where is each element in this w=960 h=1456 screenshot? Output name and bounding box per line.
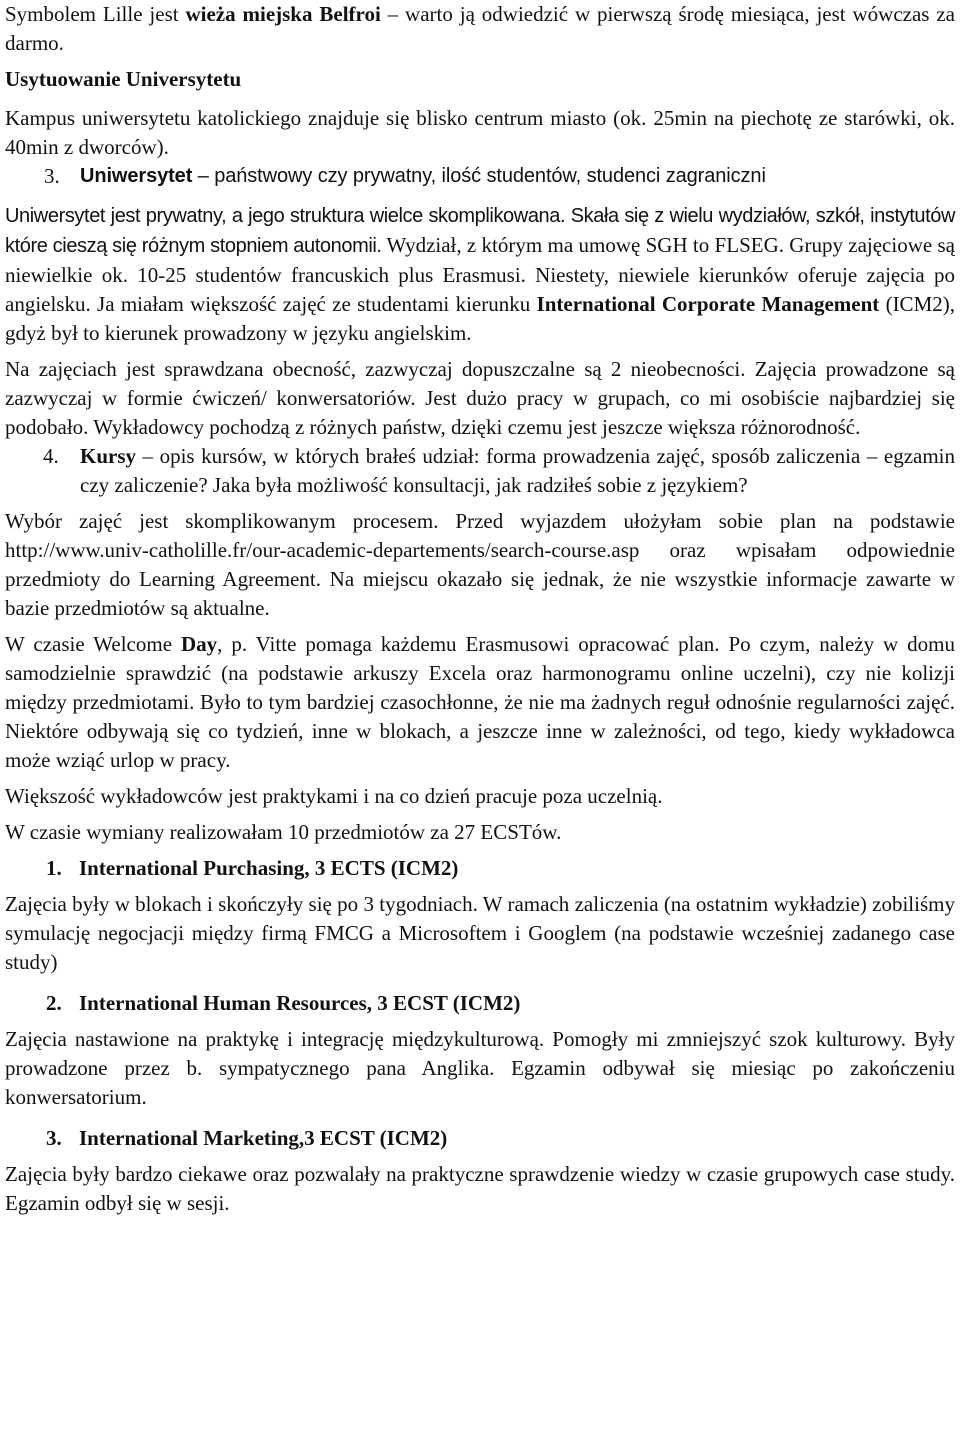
intro-paragraph (5, 0, 955, 58)
section-3-serif-text-end: (ICM2), gdyż był to kierunek prowadzony w języku angielskim. (5, 292, 955, 345)
section-4-paragraph-2 (5, 630, 955, 775)
course-2-title: International Human Resources, 3 ECST (ICM2) (79, 991, 521, 1015)
section-3-title-bold: Uniwersytet (80, 165, 193, 187)
section-3-bold-icm: International Corporate Management (536, 292, 880, 316)
intro-bold-belfroi: wieża miejska Belfroi (185, 2, 381, 26)
section-4-p2-bold-day: Day (180, 632, 218, 656)
course-3-heading (5, 1124, 955, 1153)
course-3-number: 3. (46, 1126, 62, 1150)
section-4-paragraph-3: Większość wykładowców jest praktykami i na co dzień pracuje poza uczelnią. (5, 784, 663, 808)
location-heading: Usytuowanie Universytetu (5, 67, 242, 91)
section-3-heading (5, 162, 955, 191)
course-2-heading (5, 989, 955, 1018)
course-3-description: Zajęcia były bardzo ciekawe oraz pozwalały na praktyczne sprawdzenie wiedzy w czasie grupowych case study. Egzamin odbył się w sesji. (5, 1162, 955, 1215)
section-3-paragraph-2: Na zajęciach jest sprawdzana obecność, zazwyczaj dopuszczalne są 2 nieobecności. Zajęcia prowadzone są zazwyczaj w formie ćwiczeń/ konwersatoriów. Jest dużo pracy w grupach, co mi osobiście najbardziej się podobało. Wykładowcy pochodzą z różnych państw, dzięki czemu jest jeszcze większa różnorodność. (5, 357, 955, 439)
section-3-number: 3. (44, 164, 60, 188)
section-4-heading (5, 442, 955, 500)
intro-text-rest: – warto ją odwiedzić w pierwszą środę miesiąca, jest wówczas za darmo. (5, 2, 955, 55)
course-1-title: International Purchasing, 3 ECTS (ICM2) (79, 856, 459, 880)
location-paragraph: Kampus uniwersytetu katolickiego znajduje się blisko centrum miasto (ok. 25min na piechotę ze starówki, ok. 40min z dworców). (5, 106, 955, 159)
course-3-title: International Marketing,3 ECST (ICM2) (79, 1126, 448, 1150)
section-3-paragraph-1 (5, 201, 955, 348)
section-4-title (80, 442, 955, 500)
course-2-number: 2. (46, 991, 62, 1015)
section-4-p2-text-rest: , p. Vitte pomaga każdemu Erasmusowi opracować plan. Po czym, należy w domu samodzielnie sprawdzić (na podstawie arkuszy Excela oraz harmonogramu online uczelni), czy nie kolizji między przedmiotami. Było to tym bardziej czasochłonne, że nie ma żadnych reguł odnośnie regularności zajęć. Niektóre odbywają się co tydzień, inne w blokach, a jeszcze inne w zależności, od tego, kiedy wykładowca może wziąć urlop w pracy. (5, 632, 955, 772)
section-4-number: 4. (43, 444, 59, 468)
document-page (5, 0, 955, 1218)
section-4-paragraph-1: Wybór zajęć jest skomplikowanym procesem. Przed wyjazdem ułożyłam sobie plan na podstawie http://www.univ-catholille.fr/our-academic-departements/search-course.asp oraz wpisałam odpowiednie przedmioty do Learning Agreement. Na miejscu okazało się jednak, że nie wszystkie informacje zawarte w bazie przedmiotów są aktualne. (5, 509, 955, 620)
section-4-paragraph-4: W czasie wymiany realizowałam 10 przedmiotów za 27 ECSTów. (5, 820, 562, 844)
section-3-title (80, 162, 955, 191)
section-3-title-rest: – państwowy czy prywatny, ilość studentów, studenci zagraniczni (192, 165, 766, 187)
section-4-title-rest: – opis kursów, w których brałeś udział: forma prowadzenia zajęć, sposób zaliczenia – egzamin czy zaliczenie? Jaka była możliwość konsultacji, jak radziłeś sobie z językiem? (80, 444, 955, 497)
course-1-number: 1. (46, 856, 62, 880)
course-1-description: Zajęcia były w blokach i skończyły się po 3 tygodniach. W ramach zaliczenia (na ostatnim wykładzie) zobiliśmy symulację negocjacji między firmą FMCG a Microsoftem i Googlem (na podstawie wcześniej zadanego case study) (5, 892, 955, 974)
section-3-sans-text: Uniwersytet jest prywatny, a jego struktura wielce skomplikowana. Skała się z wielu wydziałów, szkół, instytutów które cieszą się różnym stopniem autonomii. (5, 205, 955, 257)
section-4-p2-text: W czasie Welcome (5, 632, 181, 656)
section-4-title-bold: Kursy (80, 444, 137, 468)
course-1-heading (5, 854, 955, 883)
course-2-description: Zajęcia nastawione na praktykę i integrację międzykulturową. Pomogły mi zmniejszyć szok kulturowy. Były prowadzone przez b. sympatycznego pana Anglika. Egzamin odbywał się miesiąc po zakończeniu konwersatorium. (5, 1027, 955, 1109)
section-3-serif-text: Wydział, z którym ma umowę SGH to FLSEG. Grupy zajęciowe są niewielkie ok. 10-25 studentów francuskich plus Erasmusi. Niestety, niewiele kierunków oferuje zajęcia po angielsku. Ja miałam większość zajęć ze studentami kierunku (5, 233, 955, 316)
intro-text: Symbolem Lille jest (5, 2, 186, 26)
